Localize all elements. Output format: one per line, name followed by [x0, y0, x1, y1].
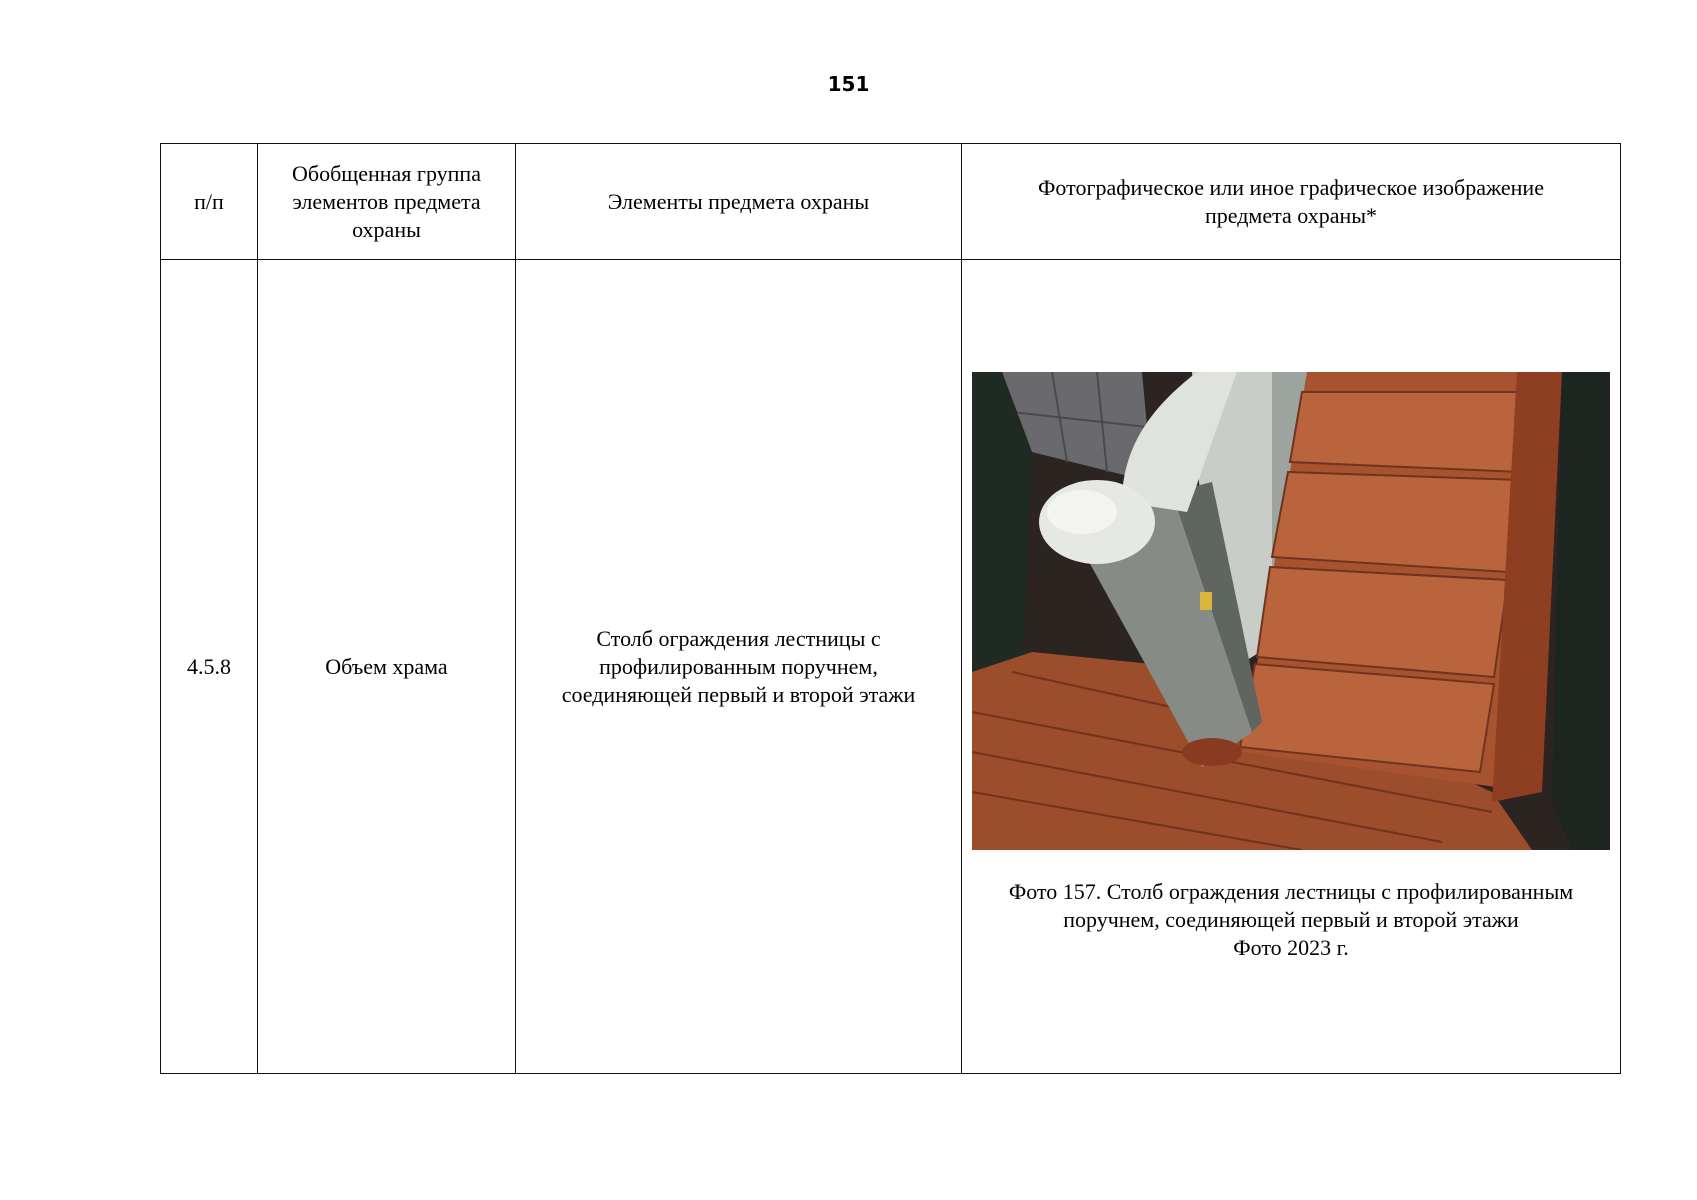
protection-table — [160, 143, 1621, 1074]
caption-line-1: Фото 157. Столб ограждения лестницы с профилированным поручнем, соединяющей первый и второй этажи — [1008, 879, 1574, 932]
caption-line-2: Фото 2023 г. — [1233, 935, 1349, 960]
table-header-row — [161, 144, 1621, 260]
row-group: Объем храма — [258, 260, 516, 1074]
table-row — [161, 260, 1621, 1074]
header-number: п/п — [161, 144, 258, 260]
photo-caption — [972, 878, 1610, 962]
header-group: Обобщенная группа элементов предмета охраны — [258, 144, 516, 260]
row-number: 4.5.8 — [161, 260, 258, 1074]
header-elements: Элементы предмета охраны — [516, 144, 962, 260]
row-image-cell — [962, 260, 1621, 1074]
stair-post-photo — [972, 372, 1610, 850]
row-element: Столб ограждения лестницы с профилированным поручнем, соединяющей первый и второй этажи — [516, 260, 962, 1074]
page-number: 151 — [827, 72, 870, 96]
header-image: Фотографическое или иное графическое изображение предмета охраны* — [962, 144, 1621, 260]
